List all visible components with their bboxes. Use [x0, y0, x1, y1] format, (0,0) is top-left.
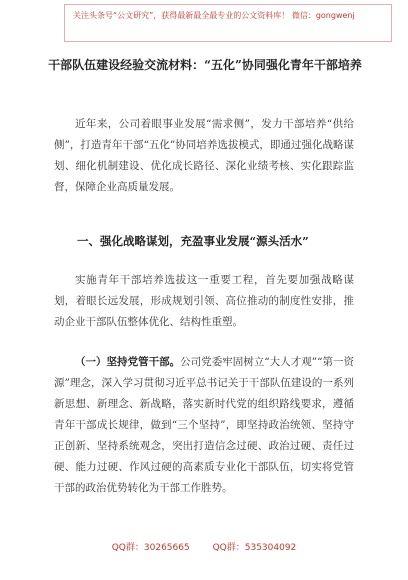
promo-banner	[64, 4, 392, 42]
subsection-1-paragraph	[54, 352, 354, 499]
footer-qq-group-1: QQ群：30265665	[111, 543, 190, 553]
section-1-paragraph: 实施青年干部培养选拔这一重要工程，首先要加强战略谋划，着眼长远发展，形成规划引领、高位推动的制度性安排，推动企业干部队伍整体优化、结构性重塑。	[54, 274, 354, 328]
footer-qq-group-2: QQ群：535304092	[212, 543, 297, 553]
subsection-1-body: 公司党委牢固树立“大人才观”“第一资源”理念，深入学习贯彻习近平总书记关于干部队伍建设的一系列新思想、新理念、新战略，落实新时代党的组织路线要求，遵循青年干部成长规律，做到“三个坚持”，即坚持政治统领、坚持守正创新、坚持系统观念，突出打造信念过硬、政治过硬、责任过硬、能力过硬、作风过硬的高素质专业化干部队伍，切实将党管干部的政治优势转化为干部工作胜势。	[54, 356, 354, 494]
intro-paragraph: 近年来，公司着眼事业发展“需求侧”，发力干部培养“供给侧”，打造青年干部“五化”协同培养选拔模式，即通过强化战略谋划、细化机制建设、优化成长路径、深化业绩考核、实化跟踪监督，保障企业高质量发展。	[54, 118, 354, 193]
promo-banner-text: 关注头条号“公文研究”，获得最新最全最专业的公文资料库！ 微信：gongwenj	[73, 11, 355, 20]
subsection-1-title: （一）坚持党管干部。	[75, 356, 181, 368]
section-heading-1: 一、强化战略谋划，充盈事业发展“源头活水”	[77, 234, 309, 248]
document-title: 干部队伍建设经验交流材料：“五化”协同强化青年干部培养	[48, 58, 362, 72]
footer	[0, 540, 408, 553]
